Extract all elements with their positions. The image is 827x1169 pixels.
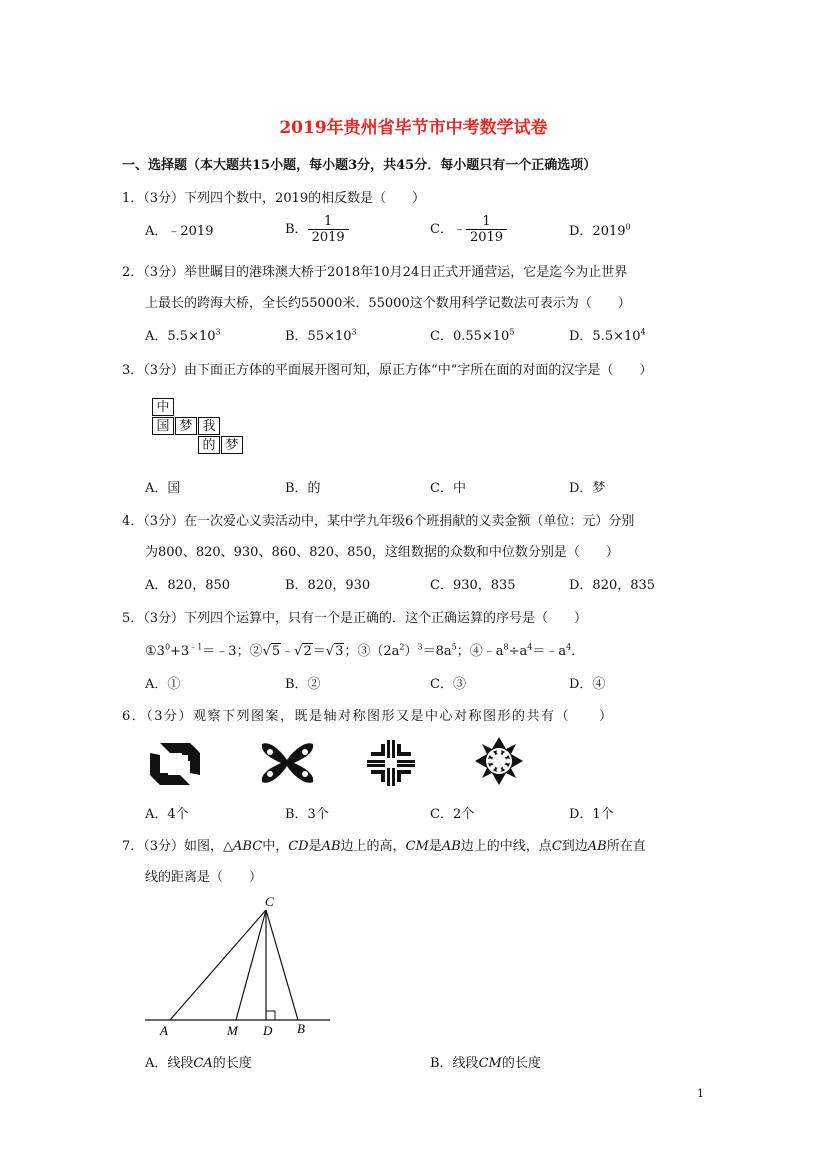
net-cell: 的 (198, 436, 220, 454)
fraction: $\frac{1}{2019}$ (308, 214, 349, 245)
net-cell: 我 (198, 417, 220, 435)
q2-option-d: D．$5.5\times 10^4$ (569, 327, 646, 344)
net-cell: 梦 (175, 417, 197, 435)
q3-option-d: D．梦 (569, 481, 606, 496)
side-cb (266, 910, 298, 1020)
q6-option-d: D．1个 (569, 807, 614, 822)
net-cell: 梦 (221, 436, 243, 454)
q3-option-a: A．国 (145, 481, 181, 496)
question-2-line1: 2．（3分）举世瞩目的港珠澳大桥于2018年10月24日正式开通营运，它是迄今为止世界 (122, 265, 628, 280)
q4-option-b: B．820，930 (285, 578, 371, 593)
q4-option-a: A．820，850 (145, 578, 231, 593)
q2-option-c: C．$0.55\times 10^5$ (430, 327, 515, 344)
q1-option-c: C．﹣ $\frac{1}{2019}$ (430, 214, 507, 245)
question-4-line2: 为800、820、930、860、820、850，这组数据的众数和中位数分别是（ ） (145, 545, 619, 560)
triangle-figure (140, 892, 340, 1042)
q6-option-c: C．2个 (430, 807, 475, 822)
cube-net (152, 398, 252, 458)
fraction: $\frac{1}{2019}$ (466, 214, 507, 245)
q7-option-b: B．线段CM的长度 (430, 1056, 541, 1071)
pattern-square-spiral-icon (150, 743, 200, 785)
question-4-line1: 4．（3分）在一次爱心义卖活动中，某中学九年级6个班捐献的义卖金额（单位：元）分别 (122, 514, 635, 529)
net-cell: 国 (152, 417, 174, 435)
section-heading: 一、选择题（本大题共15小题，每小题3分，共45分．每小题只有一个正确选项） (122, 158, 597, 173)
q6-option-a: A．4个 (145, 807, 189, 822)
q6-option-b: B．3个 (285, 807, 329, 822)
q1-option-d: D．2019$^0$ (569, 222, 631, 239)
q1-option-b: B． $\frac{1}{2019}$ (285, 214, 349, 245)
q5-option-b: B．② (285, 677, 321, 692)
question-5-expressions: $①3^0+3^{﹣1}=﹣3$；②√5﹣√2＝√3；$③(2a^2)^3=8a^5$；$④﹣a^8\div a^4=﹣a^4$． (145, 642, 585, 659)
q5-option-d: D．④ (569, 677, 606, 692)
question-3-stem: 3．（3分）由下面正方体的平面展开图可知，原正方体“中”字所在面的对面的汉字是（ ） (122, 363, 653, 378)
question-2-line2: 上最长的跨海大桥，全长约55000米．55000这个数用科学记数法可表示为（ ） (145, 296, 631, 311)
label-b: B (297, 1021, 305, 1036)
q2-option-a: A．$5.5\times 10^3$ (145, 327, 221, 344)
q4-option-c: C．930，835 (430, 578, 516, 593)
question-7-line2: 线的距离是（ ） (145, 870, 263, 885)
q3-option-c: C．中 (430, 481, 466, 496)
right-angle-mark (266, 1011, 275, 1020)
label-a: A (160, 1023, 168, 1038)
label-m: M (227, 1023, 238, 1038)
question-6-stem: 6．（3分）观察下列图案，既是轴对称图形又是中心对称图形的共有（ ） (122, 709, 614, 724)
pattern-bowtie-icon (260, 742, 315, 784)
q4-option-d: D．820，835 (569, 578, 656, 593)
question-1-stem: 1．（3分）下列四个数中，2019的相反数是（ ） (122, 191, 426, 206)
q5-option-a: A．① (145, 677, 181, 692)
pattern-star-flower-icon (474, 737, 524, 785)
label-d: D (263, 1023, 273, 1038)
page-title: 2019年贵州省毕节市中考数学试卷 (279, 118, 548, 138)
question-7-line1: 7．（3分）如图，△ABC中，CD是AB边上的高，CM是AB边上的中线，点C到边AB所在直 (122, 839, 646, 854)
q1-option-a: A．﹣2019 (145, 224, 214, 239)
page-number: 1 (697, 1087, 704, 1100)
label-c: C (265, 894, 274, 909)
q5-option-c: C．③ (430, 677, 466, 692)
q2-option-b: B．$55\times 10^3$ (285, 327, 357, 344)
net-cell: 中 (152, 398, 174, 416)
q3-option-b: B．的 (285, 481, 321, 496)
question-5-stem: 5．（3分）下列四个运算中，只有一个是正确的．这个正确运算的序号是（ ） (122, 611, 588, 626)
pattern-cross-icon (367, 740, 415, 786)
q7-option-a: A．线段CA的长度 (145, 1056, 252, 1071)
